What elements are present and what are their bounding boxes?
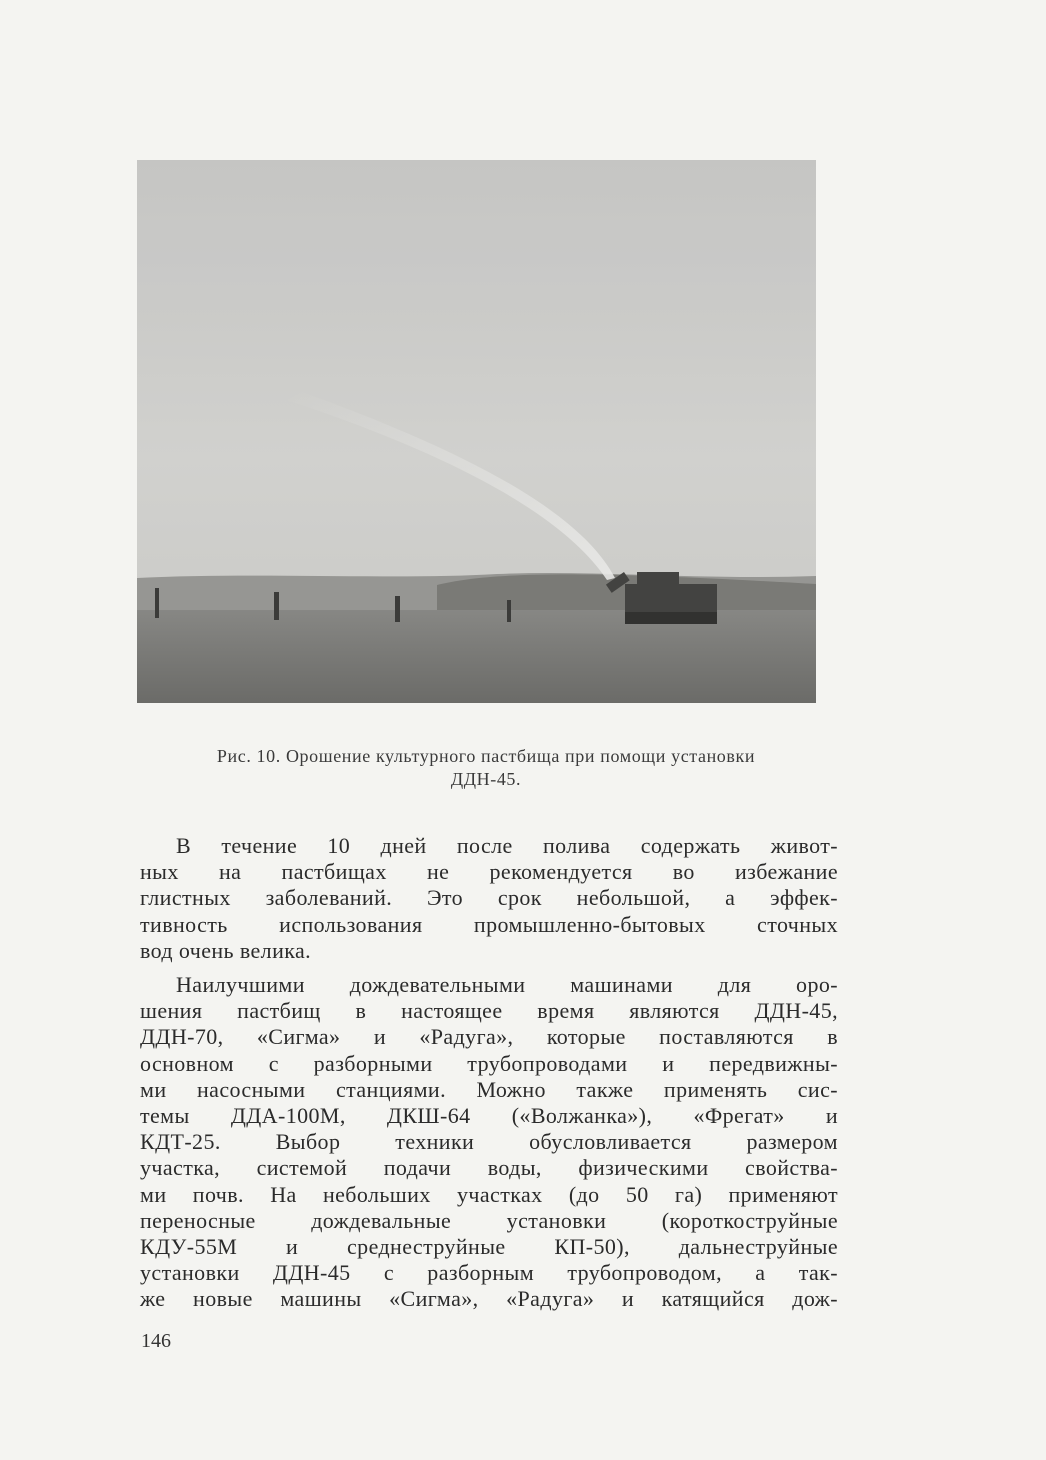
paragraph: [140, 972, 838, 1313]
text-line: ми насосными станциями. Можно также применять сис-: [140, 1076, 838, 1102]
text-line: В течение 10 дней после полива содержать живот-: [176, 833, 838, 858]
text-line: переносные дождевальные установки (короткоструйные: [140, 1207, 838, 1233]
text-line: Наилучшими дождевательными машинами для оро-: [176, 972, 838, 998]
text-line: тивность использования промышленно-бытовых сточных: [140, 911, 838, 937]
text-line: ми почв. На небольших участках (до 50 га) применяют: [140, 1181, 838, 1207]
text-line: КДУ-55М и среднеструйные КП-50), дальнеструйные: [140, 1234, 838, 1260]
text-line: ных на пастбищах не рекомендуется во избежание: [140, 859, 838, 885]
text-line: же новые машины «Сигма», «Радуга» и катящийся дож-: [140, 1286, 838, 1312]
text-line: темы ДДА-100М, ДКШ-64 («Волжанка»), «Фрегат» и: [140, 1103, 838, 1129]
text-line: ДДН-70, «Сигма» и «Радуга», которые поставляются в: [140, 1024, 838, 1050]
text-line: шения пастбищ в настоящее время являются ДДН-45,: [140, 998, 838, 1024]
figure-caption: [140, 745, 832, 791]
figure-photo: [137, 160, 816, 703]
text-line: КДТ-25. Выбор техники обусловливается размером: [140, 1129, 838, 1155]
text-line: установки ДДН-45 с разборным трубопроводом, а так-: [140, 1260, 838, 1286]
text-line: вод очень велика.: [140, 937, 312, 963]
text-line: основном с разборными трубопроводами и передвижны-: [140, 1050, 838, 1076]
paragraph: [140, 833, 838, 964]
page-number: 146: [141, 1330, 171, 1352]
text-line: участка, системой подачи воды, физическими свойства-: [140, 1155, 838, 1181]
caption-line: ДДН-45.: [450, 769, 522, 789]
caption-line: Рис. 10. Орошение культурного пастбища при помощи установки: [216, 746, 756, 766]
body-text: [140, 833, 838, 1313]
text-line: глистных заболеваний. Это срок небольшой, а эффек-: [140, 885, 838, 911]
